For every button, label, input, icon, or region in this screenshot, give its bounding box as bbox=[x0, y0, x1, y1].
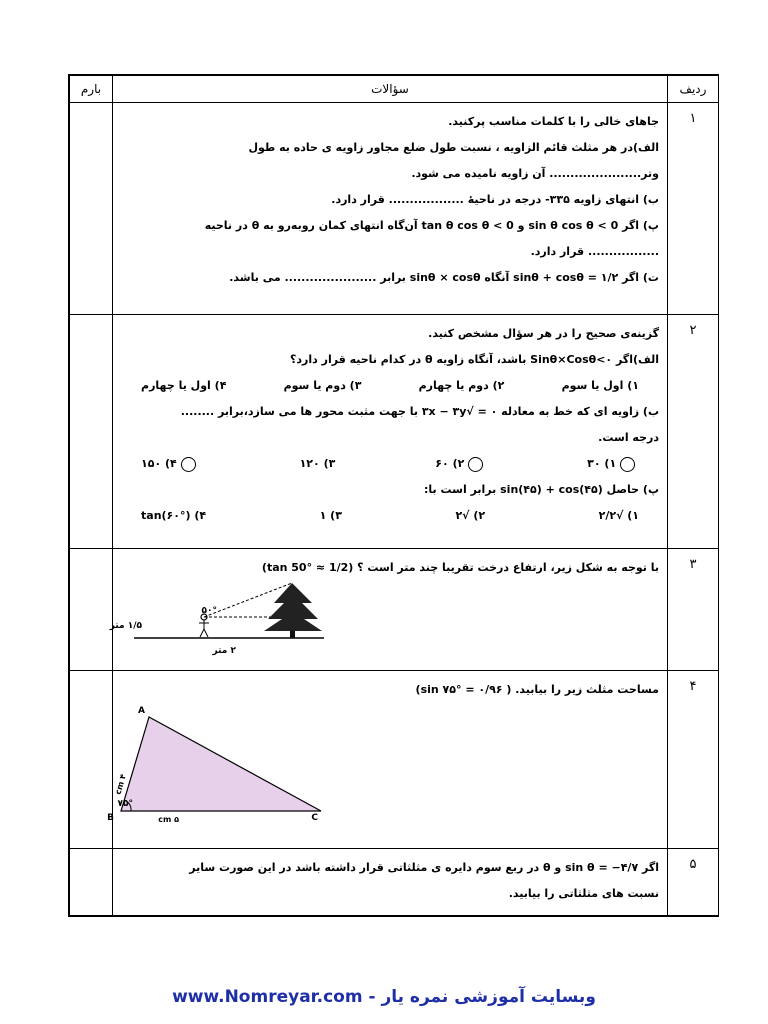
question-body bbox=[113, 849, 668, 916]
question-title: جاهای خالی را با کلمات مناسب پرکنید. bbox=[448, 115, 659, 128]
question-body bbox=[113, 315, 668, 549]
option[interactable]: ۴) tan(۶۰°) bbox=[141, 509, 207, 522]
tree-figure bbox=[109, 581, 339, 663]
option[interactable]: ۳) ۱۲۰ bbox=[299, 457, 336, 470]
header-row-number: ردیف bbox=[668, 76, 719, 103]
question-body bbox=[113, 103, 668, 315]
item-a: الف)اگر Sinθ×Cosθ<۰ باشد، آنگاه زاویه θ در کدام ناحیه قرار دارد؟ bbox=[290, 353, 659, 366]
exam-table bbox=[69, 75, 719, 916]
side-ab-label: ۴ cm bbox=[113, 773, 128, 796]
vertex-b-label: B bbox=[107, 813, 114, 823]
item-b-options bbox=[121, 451, 659, 477]
option[interactable]: ۳) ۱ bbox=[319, 509, 342, 522]
score-cell bbox=[70, 549, 113, 671]
radio-icon[interactable] bbox=[181, 457, 196, 472]
option[interactable]: ۳) دوم یا سوم bbox=[283, 379, 362, 392]
question-row-1 bbox=[70, 103, 719, 315]
angle-label: ۵۰° bbox=[201, 606, 217, 616]
question-line1: اگر sin θ = −۴/۷ و θ در ربع سوم دایره ی مثلثاتی قرار داشته باشد در این صورت سایر bbox=[189, 861, 659, 874]
question-number: ۴ bbox=[668, 671, 719, 849]
score-cell bbox=[70, 315, 113, 549]
question-number: ۱ bbox=[668, 103, 719, 315]
item-a-line2: وتر...................... آن زاویه نامیده می شود. bbox=[411, 167, 659, 180]
question-body bbox=[109, 549, 668, 671]
question-row-4 bbox=[70, 671, 719, 849]
header-row bbox=[70, 76, 719, 103]
height-label: ۱/۵ متر bbox=[109, 621, 142, 631]
header-questions: سؤالات bbox=[113, 76, 668, 103]
score-cell bbox=[70, 849, 113, 916]
question-number: ۵ bbox=[668, 849, 719, 916]
vertex-a-label: A bbox=[138, 706, 145, 716]
question-row-3 bbox=[70, 549, 719, 671]
item-b: ب) انتهای زاویه ۳۳۵- درجه در ناحیۀ .................. قرار دارد. bbox=[331, 193, 659, 206]
question-row-2 bbox=[70, 315, 719, 549]
item-b-line2: درجه است. bbox=[598, 431, 659, 444]
option[interactable]: ۲) √۲ bbox=[455, 509, 486, 522]
option[interactable]: ۴) ۱۵۰ bbox=[141, 451, 200, 477]
option[interactable]: ۱) اول یا سوم bbox=[561, 379, 639, 392]
score-cell bbox=[70, 671, 113, 849]
item-c-options bbox=[121, 503, 659, 529]
item-c-line1: پ) اگر sin θ cos θ < 0 و tan θ cos θ < 0 آن‌گاه انتهای کمان روبه‌رو به θ در ناحیه bbox=[204, 219, 659, 232]
exam-sheet bbox=[68, 74, 719, 917]
question-number: ۳ bbox=[668, 549, 719, 671]
item-a-line1: الف)در هر مثلث قائم الزاویه ، نسبت طول ضلع مجاور زاویه ی حاده به طول bbox=[248, 141, 659, 154]
question-title: مساحت مثلث زیر را بیابید. ( sin ۷۵° = ۰/۹۶) bbox=[415, 683, 659, 696]
question-line2: نسبت های مثلثاتی را بیابید. bbox=[508, 887, 659, 900]
question-body bbox=[107, 671, 668, 849]
question-row-5 bbox=[70, 849, 719, 916]
option[interactable]: ۲) دوم یا چهارم bbox=[418, 379, 505, 392]
item-c-line2: ................. قرار دارد. bbox=[530, 245, 659, 258]
footer-website[interactable]: وبسایت آموزشی نمره یار - www.Nomreyar.com bbox=[172, 987, 596, 1007]
item-a-options bbox=[121, 373, 659, 399]
option[interactable]: ۱) ۳۰ bbox=[587, 451, 639, 477]
radio-icon[interactable] bbox=[620, 457, 635, 472]
angle-label: ۷۵° bbox=[117, 799, 133, 809]
question-number: ۲ bbox=[668, 315, 719, 549]
score-cell bbox=[70, 103, 113, 315]
item-c: پ) حاصل sin(۴۵) + cos(۴۵) برابر است با: bbox=[424, 483, 659, 496]
tree-icon bbox=[264, 583, 322, 638]
option[interactable]: ۱) √۲/۲ bbox=[598, 509, 639, 522]
radio-icon[interactable] bbox=[468, 457, 483, 472]
question-title: با توجه به شکل زیر، ارتفاع درخت تقریبا چند متر است ؟ (tan 50° ≈ 1/2) bbox=[261, 561, 659, 574]
side-bc-label: ۵ cm bbox=[158, 815, 179, 824]
item-d: ت) اگر sinθ + cosθ = ۱/۲ آنگاه sinθ × cosθ برابر ...................... می باشد. bbox=[229, 271, 659, 284]
option[interactable]: ۲) ۶۰ bbox=[435, 451, 487, 477]
item-b-line1: ب) زاویه ای که خط به معادله ۰ = √۳x − ۳y با جهت مثبت محور ها می سازد،برابر ........ bbox=[180, 405, 659, 418]
question-title: گزینه‌ی صحیح را در هر سؤال مشخص کنید. bbox=[428, 327, 659, 340]
option[interactable]: ۴) اول یا چهارم bbox=[141, 379, 227, 392]
triangle-figure bbox=[107, 703, 341, 824]
vertex-c-label: C bbox=[311, 813, 318, 823]
distance-label: ۲ متر bbox=[212, 646, 236, 656]
header-score: بارم bbox=[70, 76, 113, 103]
